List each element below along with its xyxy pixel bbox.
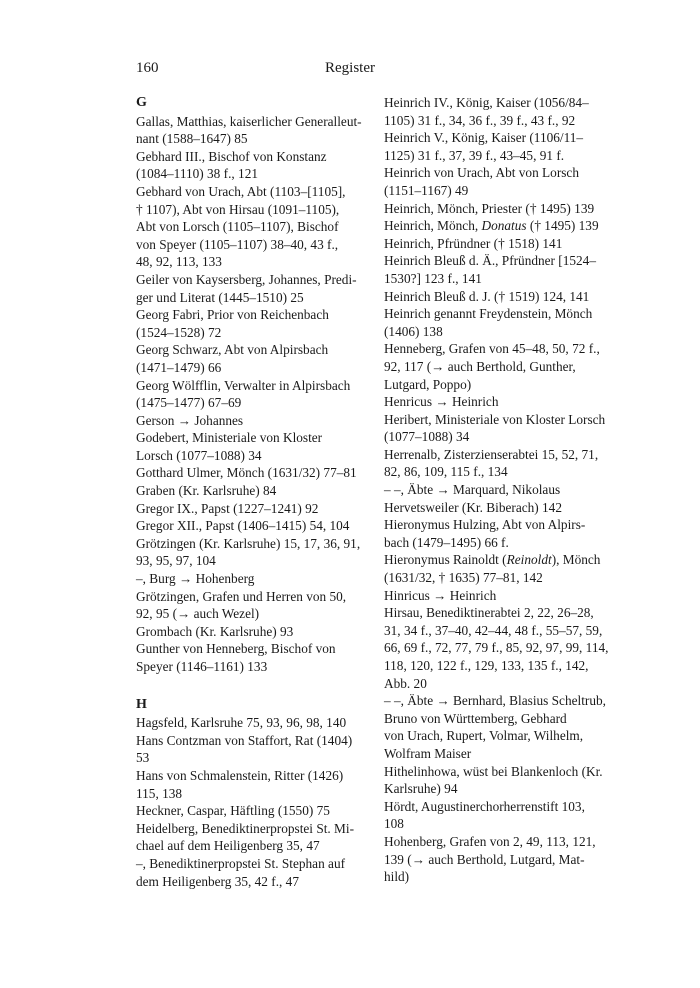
index-entry-line: Henricus → Heinrich xyxy=(384,394,499,410)
index-entry-line: Abb. 20 xyxy=(384,675,427,691)
index-entry-line: von Speyer (1105–1107) 38–40, 43 f., xyxy=(136,236,339,252)
index-entry xyxy=(384,499,618,517)
index-entry xyxy=(384,551,618,586)
index-entry-line: Heinrich Bleuß d. J. († 1519) 124, 141 xyxy=(384,288,590,304)
index-entry-line: Gallas, Matthias, kaiserlicher Generalleut- xyxy=(136,113,362,129)
index-entry-line: Gotthard Ulmer, Mönch (1631/32) 77–81 xyxy=(136,465,357,481)
index-entry-line: 118, 120, 122 f., 129, 133, 135 f., 142, xyxy=(384,658,589,673)
index-entry-line: 53 xyxy=(136,750,150,766)
index-entry-line: Hans von Schmalenstein, Ritter (1426) xyxy=(136,767,344,783)
page-number: 160 xyxy=(136,60,159,76)
index-entry xyxy=(384,763,618,798)
index-entry xyxy=(384,587,618,605)
index-entry-line: – –, Äbte → Bernhard, Blasius Scheltrub, xyxy=(384,693,606,709)
index-entry-line: Geiler von Kaysersberg, Johannes, Predi- xyxy=(136,271,357,287)
index-entry xyxy=(136,767,370,802)
index-entry xyxy=(136,802,370,820)
index-entry-line: 1125) 31 f., 37, 39 f., 43–45, 91 f. xyxy=(384,147,565,163)
index-entry xyxy=(136,855,370,890)
index-entry xyxy=(136,377,370,412)
index-entry-line: Hervetsweiler (Kr. Biberach) 142 xyxy=(384,499,562,515)
index-entry-line: Henneberg, Grafen von 45–48, 50, 72 f., xyxy=(384,341,600,357)
index-entry-line: 1530?] 123 f., 141 xyxy=(384,270,482,286)
index-entry xyxy=(384,129,618,164)
index-entry xyxy=(136,820,370,855)
index-entry xyxy=(384,516,618,551)
index-entry-line: (1151–1167) 49 xyxy=(384,182,469,198)
index-entry-line: Heinrich V., König, Kaiser (1106/11– xyxy=(384,130,584,146)
index-entry-line: Lorsch (1077–1088) 34 xyxy=(136,447,262,463)
index-entry-line: – –, Äbte → Marquard, Nikolaus xyxy=(384,482,561,498)
index-entry xyxy=(384,481,618,499)
index-entry-line: 66, 69 f., 72, 77, 79 f., 85, 92, 97, 99, 114, xyxy=(384,640,609,656)
index-entry-line: 115, 138 xyxy=(136,785,183,801)
index-entry xyxy=(384,235,618,253)
index-entry xyxy=(136,500,370,518)
index-column-left xyxy=(136,94,370,890)
index-entry xyxy=(136,732,370,767)
index-entry-line: Gregor IX., Papst (1227–1241) 92 xyxy=(136,500,319,516)
index-entry xyxy=(136,588,370,623)
index-entry-line: –, Burg → Hohenberg xyxy=(136,571,255,587)
index-entry xyxy=(384,393,618,411)
index-entry-line: Georg Wölfflin, Verwalter in Alpirsbach xyxy=(136,377,351,393)
index-entry-line: dem Heiligenberg 35, 42 f., 47 xyxy=(136,873,299,889)
index-entry-line: 82, 86, 109, 115 f., 134 xyxy=(384,464,508,480)
index-entry-line: Heribert, Ministeriale von Kloster Lorsch xyxy=(384,411,606,427)
index-entry xyxy=(384,340,618,393)
index-entry-line: 93, 95, 97, 104 xyxy=(136,553,216,569)
index-entry-line: Heinrich IV., König, Kaiser (1056/84– xyxy=(384,95,589,110)
index-entry-line: Herrenalb, Zisterzienserabtei 15, 52, 71, xyxy=(384,446,599,462)
index-entry xyxy=(136,148,370,183)
index-entry-line: Georg Schwarz, Abt von Alpirsbach xyxy=(136,342,329,358)
index-entry-line: Lutgard, Poppo) xyxy=(384,376,472,392)
index-entry xyxy=(384,604,618,692)
index-entry-line: Hinricus → Heinrich xyxy=(384,587,497,603)
index-entry-line: Heinrich Bleuß d. Ä., Pfründner [1524– xyxy=(384,253,596,269)
index-entry-line: Graben (Kr. Karlsruhe) 84 xyxy=(136,483,277,499)
index-entry-line: Heidelberg, Benediktinerpropstei St. Mi- xyxy=(136,820,355,836)
running-head: Register xyxy=(325,60,375,76)
index-entry-line: (1631/32, † 1635) 77–81, 142 xyxy=(384,570,543,586)
index-entry xyxy=(136,464,370,482)
index-entry-line: ger und Literat (1445–1510) 25 xyxy=(136,289,304,305)
index-entry-line: (1084–1110) 38 f., 121 xyxy=(136,166,258,182)
index-entry-line: Hohenberg, Grafen von 2, 49, 113, 121, xyxy=(384,833,596,849)
index-entry-line: 92, 95 (→ auch Wezel) xyxy=(136,606,260,622)
index-entry xyxy=(136,306,370,341)
index-entry-line: (1475–1477) 67–69 xyxy=(136,395,242,411)
index-entry xyxy=(136,482,370,500)
index-entry-line: Heinrich von Urach, Abt von Lorsch xyxy=(384,165,579,181)
index-entry-line: Heinrich, Pfründner († 1518) 141 xyxy=(384,235,563,251)
entry-list-g xyxy=(136,113,370,676)
index-entry xyxy=(384,692,618,762)
index-entry-line: chael auf dem Heiligenberg 35, 47 xyxy=(136,838,320,854)
index-entry-line: Gebhard III., Bischof von Konstanz xyxy=(136,148,327,164)
index-entry-line: Wolfram Maiser xyxy=(384,745,472,761)
index-entry-line: Karlsruhe) 94 xyxy=(384,781,458,797)
index-entry-line: Hithelinhowa, wüst bei Blankenloch (Kr. xyxy=(384,763,603,779)
index-entry-line: Heinrich, Mönch, Priester († 1495) 139 xyxy=(384,200,595,216)
index-entry xyxy=(136,429,370,464)
index-entry-line: Heinrich, Mönch, Donatus († 1495) 139 xyxy=(384,218,599,234)
index-entry xyxy=(136,271,370,306)
index-entry-line: Georg Fabri, Prior von Reichenbach xyxy=(136,307,329,323)
index-entry xyxy=(384,288,618,306)
index-entry-line: Heckner, Caspar, Häftling (1550) 75 xyxy=(136,803,330,819)
index-entry-line: 92, 117 (→ auch Berthold, Gunther, xyxy=(384,358,576,374)
index-entry-line: (1077–1088) 34 xyxy=(384,429,470,445)
index-entry xyxy=(384,252,618,287)
index-entry-line: bach (1479–1495) 66 f. xyxy=(384,534,509,550)
section-letter-h: H xyxy=(136,696,147,712)
index-entry xyxy=(136,714,370,732)
index-entry-line: Grötzingen, Grafen und Herren von 50, xyxy=(136,588,347,604)
index-entry-line: (1471–1479) 66 xyxy=(136,359,222,375)
index-entry xyxy=(136,183,370,271)
index-entry-line: Heinrich genannt Freydenstein, Mönch xyxy=(384,306,593,322)
index-entry-line: 1105) 31 f., 34, 36 f., 39 f., 43 f., 92 xyxy=(384,112,576,128)
index-entry-line: Gerson → Johannes xyxy=(136,412,244,428)
index-entry-line: von Urach, Rupert, Volmar, Wilhelm, xyxy=(384,728,584,744)
index-entry-line: † 1107), Abt von Hirsau (1091–1105), xyxy=(136,201,340,217)
index-column-right xyxy=(384,94,618,886)
index-entry-line: (1406) 138 xyxy=(384,323,443,339)
index-entry xyxy=(384,411,618,446)
index-entry-line: Gebhard von Urach, Abt (1103–[1105], xyxy=(136,183,346,199)
index-entry xyxy=(136,535,370,570)
index-entry-line: Hieronymus Rainoldt (Reinoldt), Mönch xyxy=(384,552,601,568)
index-entry-line: Grombach (Kr. Karlsruhe) 93 xyxy=(136,623,294,639)
index-entry-line: nant (1588–1647) 85 xyxy=(136,131,248,147)
index-entry-line: Godebert, Ministeriale von Kloster xyxy=(136,430,323,446)
index-entry xyxy=(384,305,618,340)
entry-list-right xyxy=(384,94,618,886)
index-entry-line: Hieronymus Hulzing, Abt von Alpirs- xyxy=(384,517,586,533)
index-entry-line: (1524–1528) 72 xyxy=(136,324,222,340)
index-entry xyxy=(136,113,370,148)
index-entry-line: 139 (→ auch Berthold, Lutgard, Mat- xyxy=(384,851,585,867)
index-entry xyxy=(136,623,370,641)
index-entry xyxy=(384,833,618,886)
section-letter-g: G xyxy=(136,95,147,110)
index-entry xyxy=(136,412,370,430)
index-entry xyxy=(384,217,618,235)
index-entry xyxy=(384,200,618,218)
index-entry-line: 48, 92, 113, 133 xyxy=(136,254,222,270)
index-entry-line: Abt von Lorsch (1105–1107), Bischof xyxy=(136,219,339,235)
index-entry xyxy=(384,798,618,833)
entry-list-h xyxy=(136,714,370,890)
index-entry-line: Gunther von Henneberg, Bischof von xyxy=(136,641,336,657)
index-entry-line: hild) xyxy=(384,869,410,885)
index-entry-line: Hirsau, Benediktinerabtei 2, 22, 26–28, xyxy=(384,605,594,621)
index-entry-line: Bruno von Württemberg, Gebhard xyxy=(384,710,567,726)
index-entry-line: Speyer (1146–1161) 133 xyxy=(136,659,268,674)
index-entry xyxy=(136,570,370,588)
index-entry-line: Hördt, Augustinerchorherrenstift 103, xyxy=(384,798,585,814)
index-entry xyxy=(384,94,618,129)
index-entry xyxy=(136,640,370,675)
index-entry xyxy=(384,164,618,199)
index-entry-line: Grötzingen (Kr. Karlsruhe) 15, 17, 36, 91, xyxy=(136,535,361,551)
index-entry-line: 31, 34 f., 37–40, 42–44, 48 f., 55–57, 59, xyxy=(384,622,603,638)
index-entry-line: Hagsfeld, Karlsruhe 75, 93, 96, 98, 140 xyxy=(136,715,347,731)
index-entry xyxy=(384,446,618,481)
index-entry-line: –, Benediktinerpropstei St. Stephan auf xyxy=(136,855,346,871)
index-entry-line: 108 xyxy=(384,816,404,832)
index-entry xyxy=(136,517,370,535)
index-entry-line: Hans Contzman von Staffort, Rat (1404) xyxy=(136,732,353,748)
index-entry xyxy=(136,341,370,376)
index-entry-line: Gregor XII., Papst (1406–1415) 54, 104 xyxy=(136,518,350,534)
